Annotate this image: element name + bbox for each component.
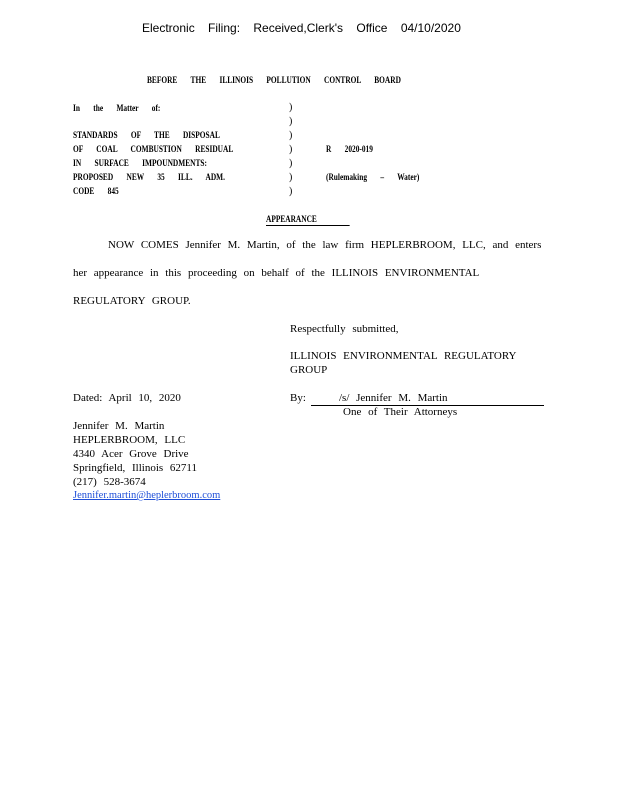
body-line-2: her appearance in this proceeding on behalf of the ILLINOIS ENVIRONMENTAL	[73, 267, 480, 279]
contact-name: Jennifer M. Martin	[73, 420, 165, 432]
contact-firm: HEPLERBROOM, LLC	[73, 434, 186, 446]
by-label: By:	[290, 392, 306, 404]
signer-role: One of Their Attorneys	[343, 406, 458, 418]
caption-line-2: OF COAL COMBUSTION RESIDUAL	[73, 144, 234, 154]
dated-line: Dated: April 10, 2020	[73, 392, 181, 404]
organization-line-2: GROUP	[290, 364, 328, 376]
caption-line-4: PROPOSED NEW 35 ILL. ADM.	[73, 172, 225, 182]
closing-text: Respectfully submitted,	[290, 323, 399, 335]
contact-street: 4340 Acer Grove Drive	[73, 448, 189, 460]
caption-paren: )	[289, 172, 293, 183]
body-line-3: REGULATORY GROUP.	[73, 295, 191, 307]
body-line-1: NOW COMES Jennifer M. Martin, of the law firm HEPLERBROOM, LLC, and enters	[108, 239, 542, 251]
caption-paren: )	[289, 186, 293, 197]
signer-name: /s/ Jennifer M. Martin	[339, 392, 448, 404]
caption-line-3: IN SURFACE IMPOUNDMENTS:	[73, 158, 207, 168]
contact-phone: (217) 528-3674	[73, 476, 146, 488]
caption-paren: )	[289, 144, 293, 155]
contact-city: Springfield, Illinois 62711	[73, 462, 198, 474]
caption-paren: )	[289, 130, 293, 141]
caption-paren: )	[289, 116, 293, 127]
docket-type: (Rulemaking – Water)	[326, 172, 420, 182]
appearance-title: APPEARANCE	[266, 214, 350, 226]
caption-line-5: CODE 845	[73, 186, 119, 196]
organization-line-1: ILLINOIS ENVIRONMENTAL REGULATORY	[290, 350, 517, 362]
contact-email-link[interactable]: Jennifer.martin@heplerbroom.com	[73, 490, 221, 501]
caption-line-1: STANDARDS OF THE DISPOSAL	[73, 130, 220, 140]
docket-number: R 2020-019	[326, 144, 373, 154]
caption-paren: )	[289, 102, 293, 113]
caption-matter-line: In the Matter of:	[73, 103, 161, 113]
electronic-filing-header: Electronic Filing: Received,Clerk's Office 04/10/2020	[142, 21, 461, 35]
board-title: BEFORE THE ILLINOIS POLLUTION CONTROL BOARD	[147, 75, 401, 85]
caption-paren: )	[289, 158, 293, 169]
